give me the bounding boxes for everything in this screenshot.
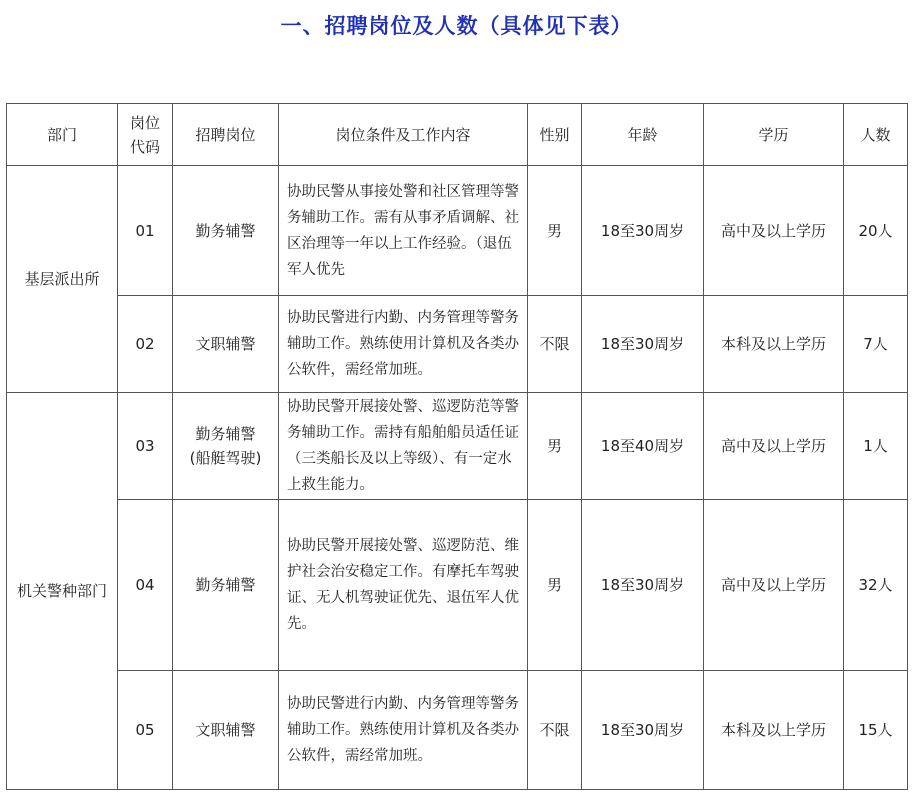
count-cell: 1人 [844,393,908,500]
header-row [7,104,908,166]
table-row [7,500,908,671]
header-code-line2: 代码 [129,137,160,156]
education-cell: 本科及以上学历 [704,671,844,790]
header-code-line1: 岗位 [129,113,160,132]
gender-cell: 不限 [528,671,582,790]
code-cell: 04 [118,500,173,671]
code-cell: 03 [118,393,173,500]
position-cell: 勤务辅警 [173,166,279,296]
table-row [7,166,908,296]
conditions-cell: 协助民警进行内勤、内务管理等警务辅助工作。熟练使用计算机及各类办公软件，需经常加班。 [279,671,528,790]
education-cell: 高中及以上学历 [704,500,844,671]
count-cell: 15人 [844,671,908,790]
education-cell: 高中及以上学历 [704,166,844,296]
recruitment-table [6,103,908,790]
count-cell: 7人 [844,296,908,393]
position-label: 勤务辅警 [195,425,256,443]
code-cell: 02 [118,296,173,393]
age-cell: 18至30周岁 [582,671,704,790]
dept-cell: 机关警种部门 [7,393,118,790]
header-dept: 部门 [7,104,118,166]
code-cell: 01 [118,166,173,296]
table-row [7,296,908,393]
age-cell: 18至40周岁 [582,393,704,500]
gender-cell: 男 [528,500,582,671]
count-cell: 20人 [844,166,908,296]
page-title: 一、招聘岗位及人数（具体见下表） [280,14,633,38]
conditions-cell: 协助民警进行内勤、内务管理等警务辅助工作。熟练使用计算机及各类办公软件，需经常加班。 [279,296,528,393]
header-position: 招聘岗位 [173,104,279,166]
age-cell: 18至30周岁 [582,500,704,671]
conditions-cell: 协助民警从事接处警和社区管理等警务辅助工作。需有从事矛盾调解、社区治理等一年以上工作经验。（退伍军人优先 [279,166,528,296]
position-cell [173,393,279,500]
header-code [118,104,173,166]
position-cell: 文职辅警 [173,296,279,393]
conditions-cell: 协助民警开展接处警、巡逻防范等警务辅助工作。需持有船舶船员适任证（三类船长及以上等级）、有一定水上救生能力。 [279,393,528,500]
table-row [7,671,908,790]
gender-cell: 不限 [528,296,582,393]
table-row [7,393,908,500]
gender-cell: 男 [528,166,582,296]
gender-cell: 男 [528,393,582,500]
age-cell: 18至30周岁 [582,166,704,296]
header-conditions: 岗位条件及工作内容 [279,104,528,166]
code-cell: 05 [118,671,173,790]
dept-cell: 基层派出所 [7,166,118,393]
position-sublabel: (船艇驾驶) [189,449,262,467]
count-cell: 32人 [844,500,908,671]
header-count: 人数 [844,104,908,166]
conditions-cell: 协助民警开展接处警、巡逻防范、维护社会治安稳定工作。有摩托车驾驶证、无人机驾驶证优先、退伍军人优先。 [279,500,528,671]
header-education: 学历 [704,104,844,166]
header-age: 年龄 [582,104,704,166]
position-cell: 勤务辅警 [173,500,279,671]
position-cell: 文职辅警 [173,671,279,790]
header-gender: 性别 [528,104,582,166]
education-cell: 高中及以上学历 [704,393,844,500]
education-cell: 本科及以上学历 [704,296,844,393]
age-cell: 18至30周岁 [582,296,704,393]
